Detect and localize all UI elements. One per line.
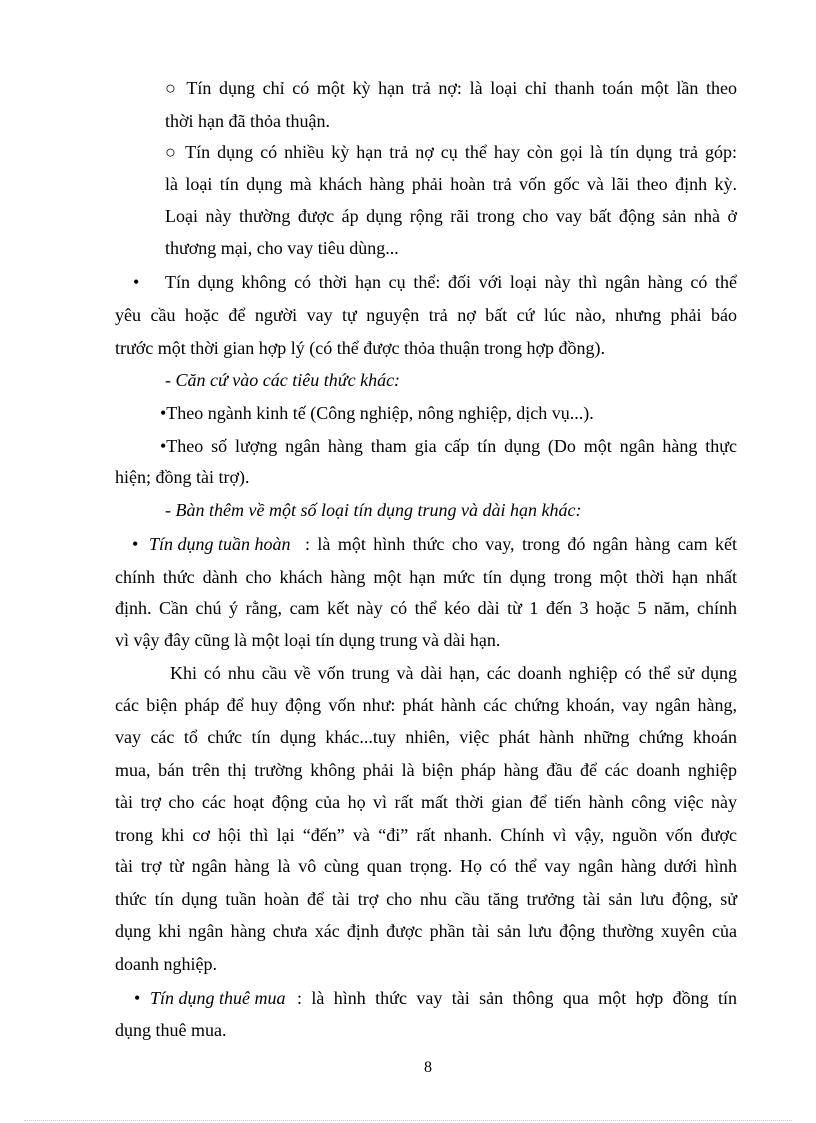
section-heading: - Căn cứ vào các tiêu thức khác: [165,370,401,390]
term-heading: Tín dụng thuê mua [150,988,286,1008]
text-line: •Theo ngành kinh tế (Công nghiệp, nông nghiệp, dịch vụ...). [160,403,594,423]
text-line: dụng thuê mua. [115,1020,227,1040]
text-line: trong khi cơ hội thì lại “đến” và “đi” rất nhanh. Chính vì vậy, nguồn vốn được [115,825,737,845]
text-line: : là một hình thức cho vay, trong đó ngân hàng cam kết [305,534,737,554]
text-line: vay các tổ chức tín dụng khác...tuy nhiên, việc phát hành những chứng khoán [115,727,737,747]
page-divider [24,1120,792,1121]
text-line: dụng khi ngân hàng chưa xác định được phần tài sản lưu động thường xuyên của [115,921,737,941]
bullet-icon: • [133,272,140,292]
text-line: tài trợ cho các hoạt động của họ vì rất mất thời gian để tiến hành công việc này [115,792,737,812]
text-line: là loại tín dụng mà khách hàng phải hoàn trả vốn gốc và lãi theo định kỳ. [165,174,737,194]
text-line: •Theo số lượng ngân hàng tham gia cấp tín dụng (Do một ngân hàng thực [160,436,737,456]
text-line: thức tín dụng tuần hoàn để tài trợ cho nhu cầu tăng trưởng tài sản lưu động, sử [115,889,737,909]
section-heading: - Bàn thêm về một số loại tín dụng trung và dài hạn khác: [165,500,582,520]
bullet-icon: • [132,534,139,554]
text-line: trước một thời gian hợp lý (có thể được thỏa thuận trong hợp đồng). [115,338,606,358]
text-line: ○ Tín dụng có nhiều kỳ hạn trả nợ cụ thể hay còn gọi là tín dụng trả góp: [165,142,737,162]
text-line: thương mại, cho vay tiêu dùng... [165,238,399,258]
text-line: Khi có nhu cầu về vốn trung và dài hạn, các doanh nghiệp có thể sử dụng [170,663,737,683]
text-line: : là hình thức vay tài sản thông qua một hợp đồng tín [297,988,737,1008]
text-line: yêu cầu hoặc để người vay tự nguyện trả nợ bất cứ lúc nào, nhưng phải báo [115,305,737,325]
text-line: định. Cần chú ý rằng, cam kết này có thể kéo dài từ 1 đến 3 hoặc 5 năm, chính [115,598,737,618]
text-line: vì vậy đây cũng là một loại tín dụng trung và dài hạn. [115,630,501,650]
text-line: hiện; đồng tài trợ). [115,467,250,487]
text-line: Tín dụng không có thời hạn cụ thể: đối với loại này thì ngân hàng có thể [165,272,737,292]
text-line: ○ Tín dụng chỉ có một kỳ hạn trả nợ: là loại chỉ thanh toán một lần theo [165,78,737,98]
text-line: các biện pháp để huy động vốn như: phát hành các chứng khoán, vay ngân hàng, [115,695,737,715]
text-line: chính thức dành cho khách hàng một hạn mức tín dụng trong một thời hạn nhất [115,567,737,587]
term-heading: Tín dụng tuần hoàn [149,534,291,554]
text-line: Loại này thường được áp dụng rộng rãi trong cho vay bất động sản nhà ở [165,206,737,226]
text-line: mua, bán trên thị trường không phải là biện pháp hàng đầu để các doanh nghiệp [115,760,737,780]
text-line: tài trợ từ ngân hàng là vô cùng quan trọng. Họ có thể vay ngân hàng dưới hình [115,856,737,876]
bullet-icon: • [134,988,141,1008]
text-line: doanh nghiệp. [115,954,217,974]
text-line: thời hạn đã thỏa thuận. [165,111,330,131]
page-number: 8 [424,1059,432,1076]
